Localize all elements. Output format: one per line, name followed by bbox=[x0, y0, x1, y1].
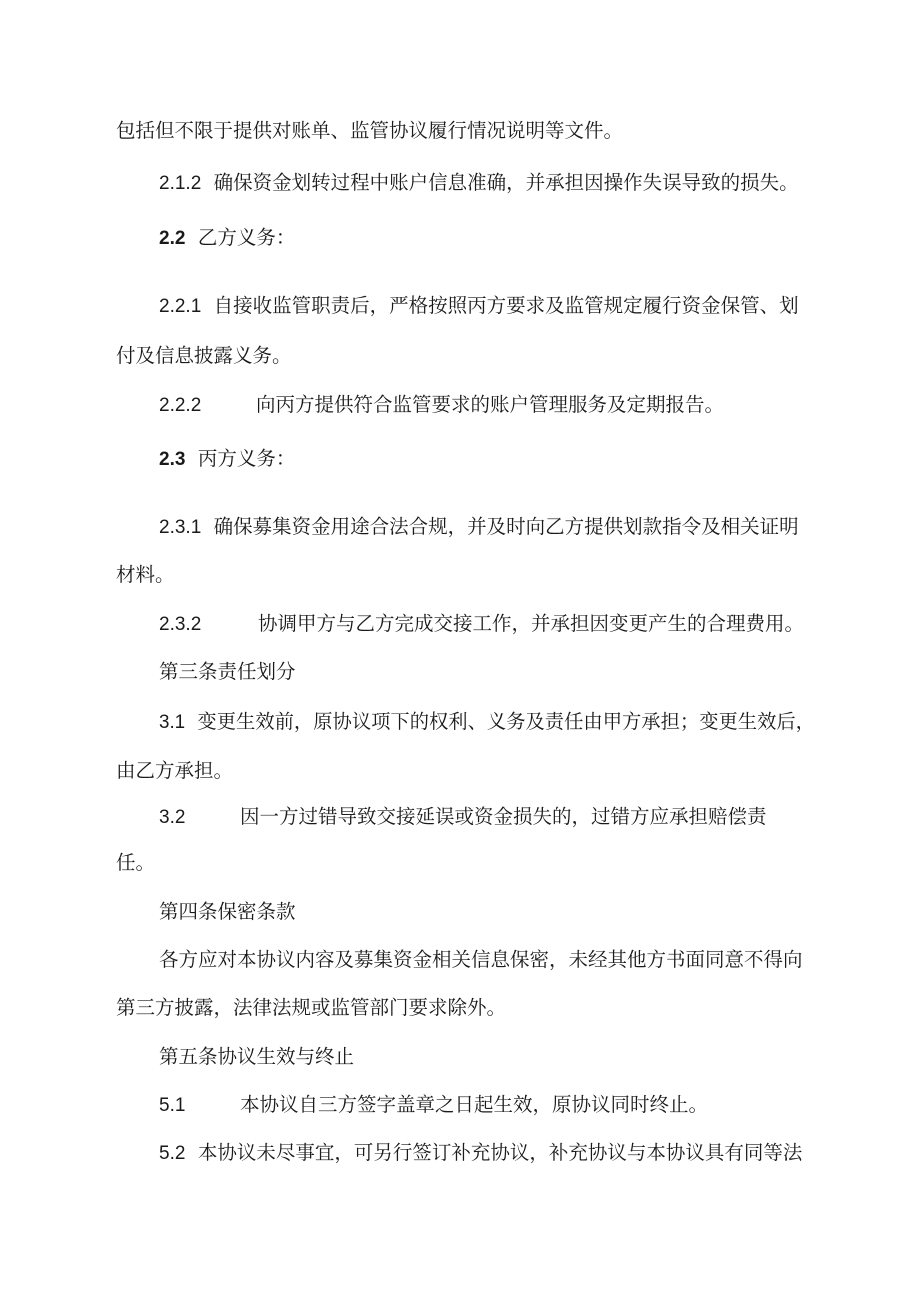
article-title: 第四条保密条款 bbox=[159, 900, 296, 923]
article-3-heading bbox=[159, 660, 296, 684]
clause-text: 向丙方提供符合监管要求的账户管理服务及定期报告。 bbox=[256, 393, 725, 416]
clause-text: 材料。 bbox=[116, 563, 175, 586]
clause-2-2-2 bbox=[159, 393, 201, 418]
clause-text: 变更生效前，原协议项下的权利、义务及责任由甲方承担；变更生效后， bbox=[197, 710, 815, 733]
clause-5-1-text bbox=[240, 1093, 708, 1117]
section-heading-2-2 bbox=[159, 226, 295, 251]
clause-text: 由乙方承担。 bbox=[116, 759, 234, 782]
clause-number: 2.3.1 bbox=[159, 517, 202, 538]
clause-text: 因一方过错导致交接延误或资金损失的，过错方应承担赔偿责 bbox=[240, 805, 767, 828]
clause-number: 3.1 bbox=[159, 712, 186, 733]
clause-text: 本协议未尽事宜，可另行签订补充协议，补充协议与本协议具有同等法 bbox=[197, 1141, 803, 1164]
clause-continuation bbox=[116, 851, 155, 875]
paragraph-text: 第三方披露，法律法规或监管部门要求除外。 bbox=[116, 996, 507, 1019]
clause-text: 付及信息披露义务。 bbox=[116, 344, 292, 367]
clause-continuation bbox=[116, 759, 233, 783]
clause-number: 2.2.2 bbox=[159, 395, 202, 416]
clause-text: 任。 bbox=[116, 851, 156, 874]
clause-3-1 bbox=[159, 710, 815, 735]
clause-number: 2.3.2 bbox=[159, 614, 202, 635]
clause-2-1-2 bbox=[159, 171, 799, 196]
clause-text: 确保资金划转过程中账户信息准确，并承担因操作失误导致的损失。 bbox=[213, 171, 799, 194]
article-5-heading bbox=[159, 1045, 354, 1069]
section-number: 2.3 bbox=[159, 449, 186, 470]
section-title: 乙方义务： bbox=[197, 226, 296, 249]
article-title: 第三条责任划分 bbox=[159, 660, 296, 683]
clause-text: 本协议自三方签字盖章之日起生效，原协议同时终止。 bbox=[240, 1093, 709, 1116]
clause-text: 协调甲方与乙方完成交接工作，并承担因变更产生的合理费用。 bbox=[258, 612, 805, 635]
paragraph-continuation bbox=[116, 996, 506, 1020]
section-number: 2.2 bbox=[159, 228, 186, 249]
clause-2-2-1 bbox=[159, 294, 799, 319]
clause-2-3-2-text bbox=[258, 612, 804, 636]
article-4-heading bbox=[159, 900, 296, 924]
article-4-paragraph bbox=[159, 948, 803, 972]
clause-continuation bbox=[116, 563, 175, 587]
clause-text: 确保募集资金用途合法合规，并及时向乙方提供划款指令及相关证明 bbox=[213, 515, 799, 538]
clause-5-2 bbox=[159, 1141, 802, 1166]
clause-number: 3.2 bbox=[159, 807, 186, 828]
clause-2-3-2 bbox=[159, 612, 201, 637]
paragraph-text: 各方应对本协议内容及募集资金相关信息保密，未经其他方书面同意不得向 bbox=[159, 948, 803, 971]
clause-continuation bbox=[116, 344, 292, 368]
clause-number: 2.1.2 bbox=[159, 173, 202, 194]
clause-5-1 bbox=[159, 1093, 185, 1118]
clause-2-2-2-text bbox=[256, 393, 724, 417]
clause-number: 5.2 bbox=[159, 1143, 186, 1164]
clause-number: 2.2.1 bbox=[159, 296, 202, 317]
clause-3-2-text bbox=[240, 805, 767, 829]
paragraph-line bbox=[116, 119, 623, 143]
clause-3-2 bbox=[159, 805, 185, 830]
clause-text: 自接收监管职责后，严格按照丙方要求及监管规定履行资金保管、划 bbox=[213, 294, 799, 317]
paragraph-text: 包括但不限于提供对账单、监管协议履行情况说明等文件。 bbox=[116, 119, 624, 142]
clause-number: 5.1 bbox=[159, 1095, 186, 1116]
section-title: 丙方义务： bbox=[197, 447, 296, 470]
section-heading-2-3 bbox=[159, 447, 295, 472]
article-title: 第五条协议生效与终止 bbox=[159, 1045, 355, 1068]
clause-2-3-1 bbox=[159, 515, 799, 540]
